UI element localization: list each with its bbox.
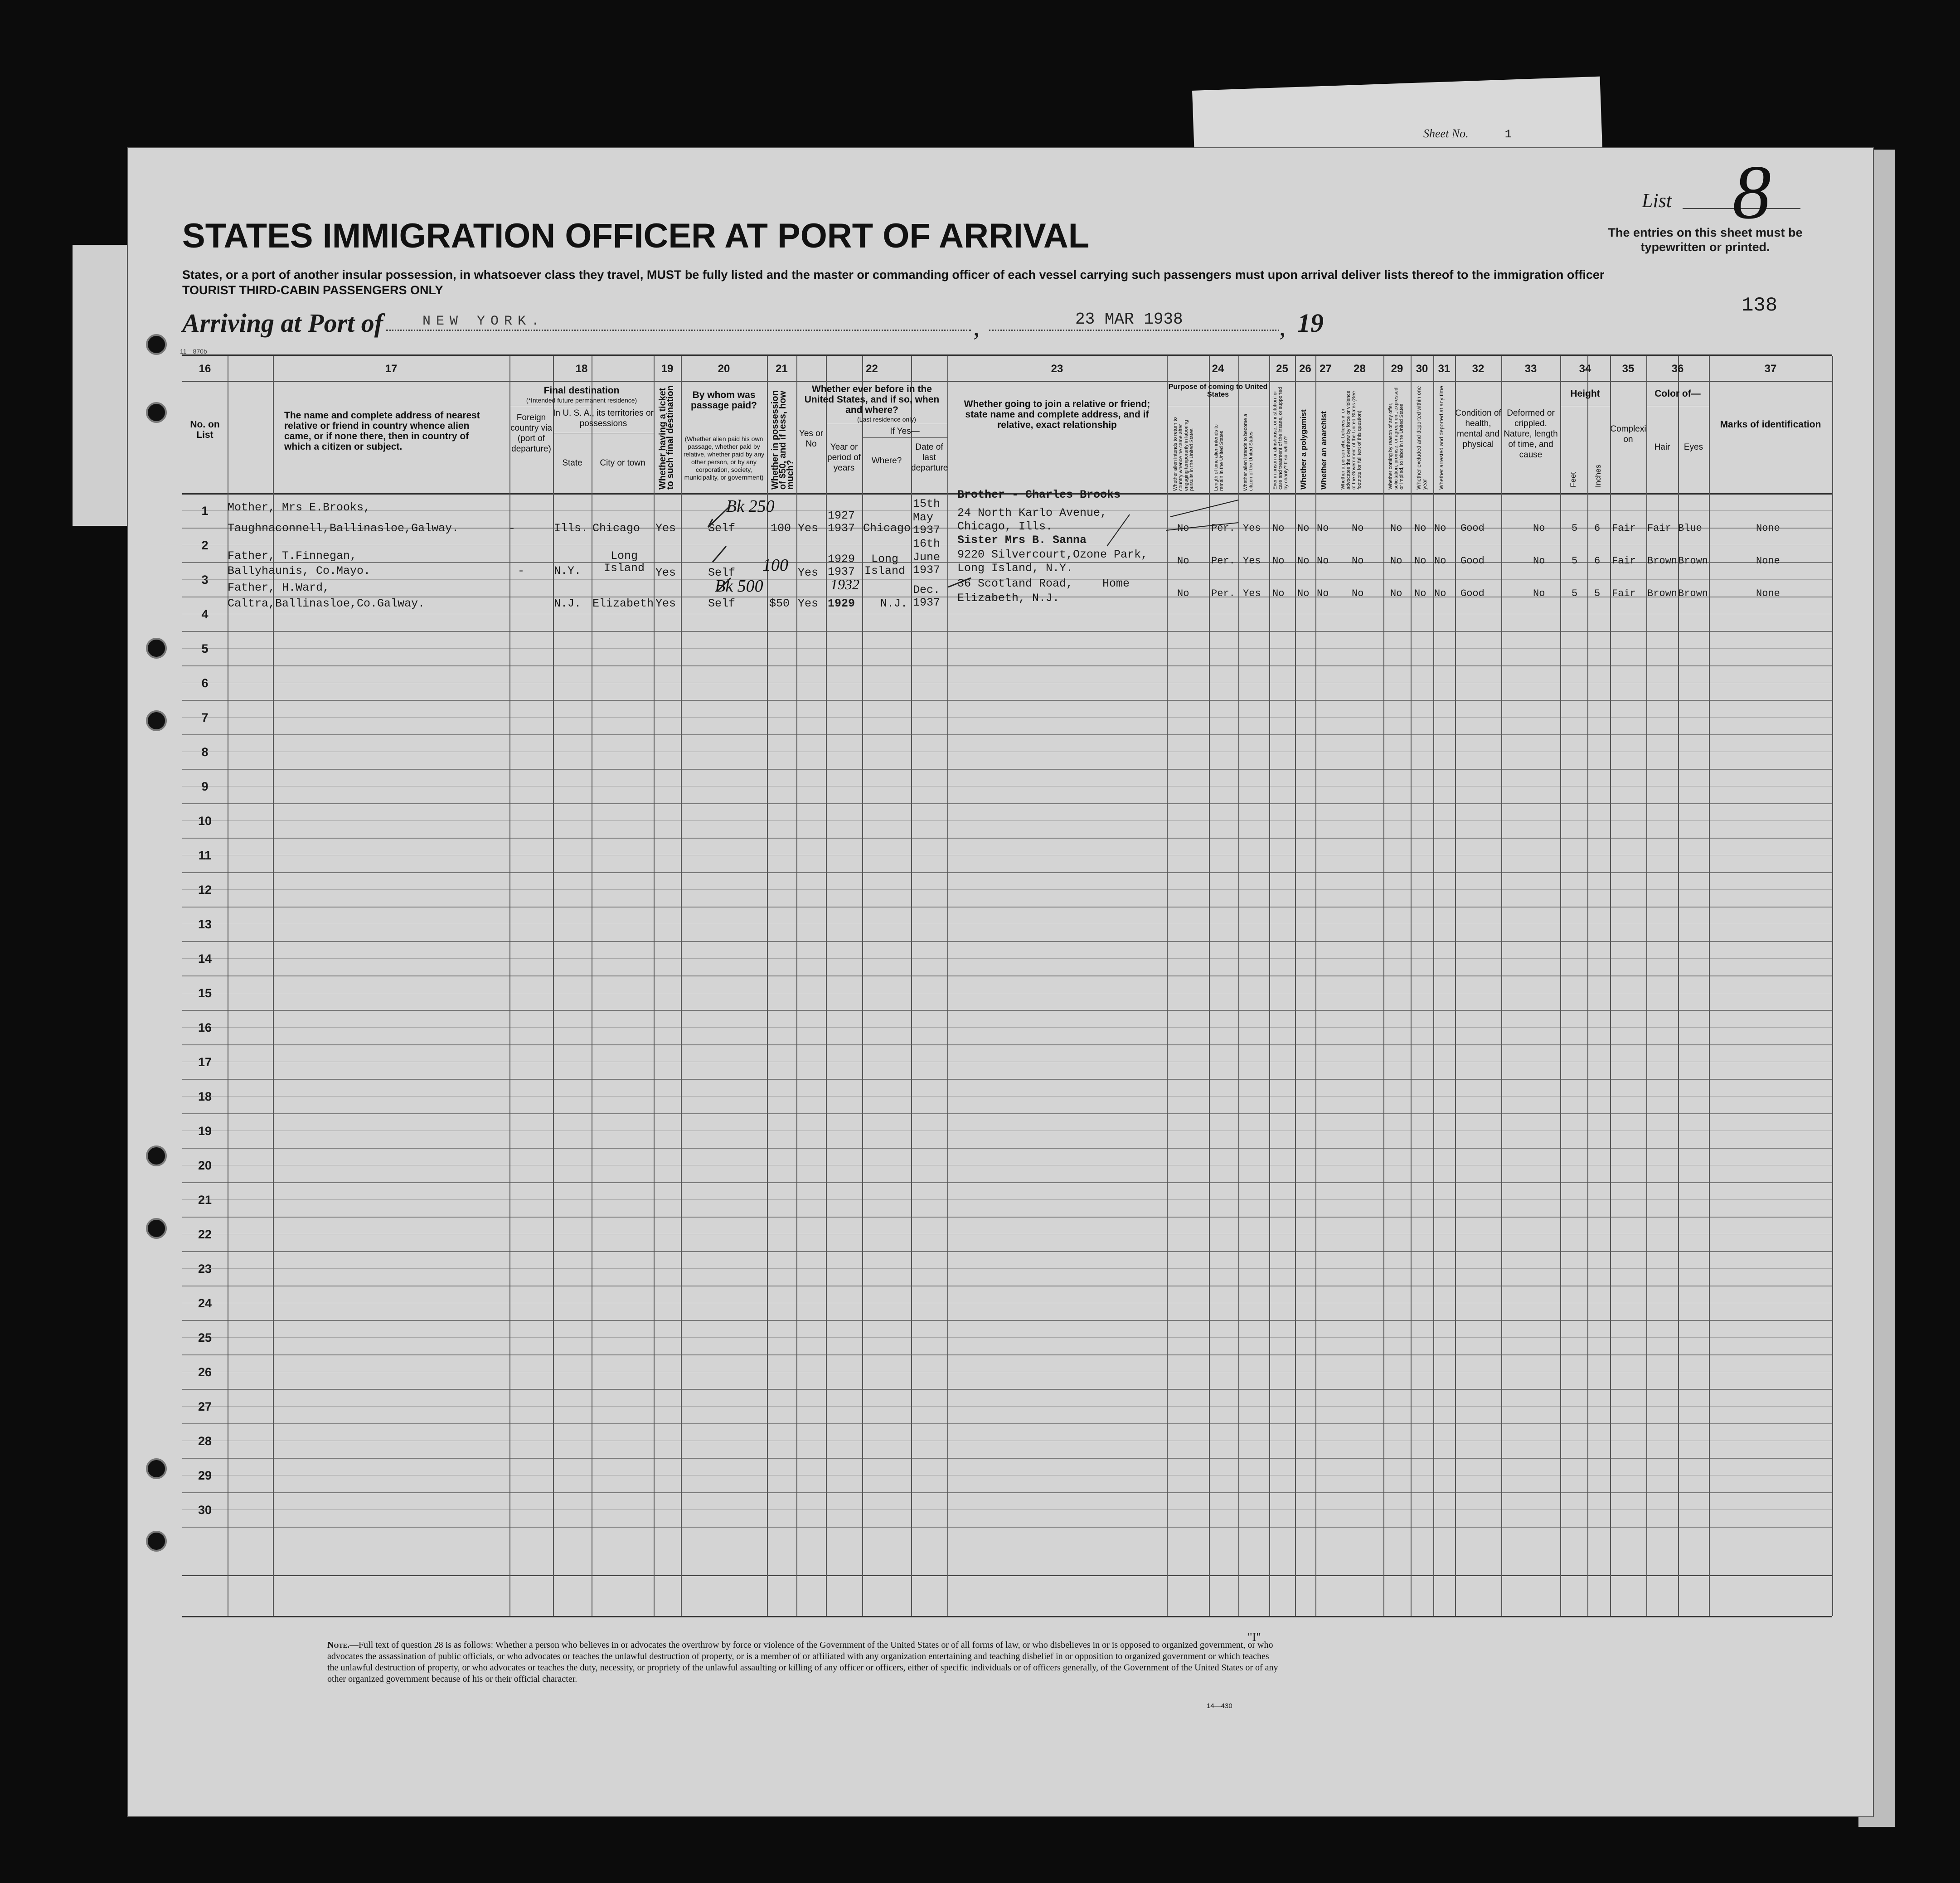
row3-q26: No: [1297, 588, 1310, 599]
row2-departure-year: 1937: [913, 563, 941, 577]
row2-q29: No: [1390, 555, 1402, 567]
row1-hair: Fair: [1647, 523, 1671, 534]
row3-joining-city: Elizabeth, N.J.: [957, 592, 1060, 605]
row3-purpose-c: Yes: [1243, 588, 1261, 599]
header-q28: Whether a person who believes in or advocates the overthrow by force or violence of the Government of the United States (See footnote for full text of this question): [1340, 390, 1362, 490]
row1-city: Chicago: [592, 522, 640, 535]
col-num: 34: [1579, 363, 1591, 375]
col-num: 18: [575, 363, 588, 375]
header-if-yes: If Yes—: [890, 427, 920, 436]
row1-dash: -: [509, 522, 516, 535]
back-sheet-left-edge: [73, 245, 136, 526]
row3-where: N.J.: [880, 597, 908, 610]
row-rule: [182, 1148, 1832, 1149]
row1-purpose-a: No: [1177, 523, 1189, 534]
row2-deformed: No: [1533, 555, 1545, 567]
header-polygamist: Whether a polygamist: [1299, 409, 1308, 490]
header-ticket: Whether having a ticket to such final destination: [658, 385, 675, 490]
row-number: 17: [198, 1055, 212, 1069]
row-number: 13: [198, 917, 212, 931]
header-in-usa: In U. S. A., its territories or possessions: [553, 408, 654, 428]
row-number: 6: [201, 676, 209, 690]
row-rule: [182, 1113, 1832, 1114]
row2-years2: 1937: [828, 565, 855, 578]
header-q31: Whether arrested and deported at any time: [1438, 386, 1445, 490]
row3-paid-note: Bk 500: [715, 577, 763, 596]
row2-feet: 5: [1572, 555, 1578, 567]
row3-ticket: Yes: [655, 597, 676, 610]
punch-hole: [146, 1145, 167, 1166]
row-number: 5: [201, 642, 209, 655]
row3-health: Good: [1460, 588, 1485, 599]
header-height: Height: [1570, 388, 1600, 399]
row1-joining-city: Chicago, Ills.: [957, 520, 1053, 533]
row1-health: Good: [1460, 523, 1485, 534]
col-num: 35: [1622, 363, 1635, 375]
row-sub-rule: [182, 1096, 1832, 1097]
pen-marks: [182, 356, 1832, 673]
row-sub-rule: [182, 820, 1832, 821]
row3-hair: Brown: [1647, 588, 1678, 599]
row-rule: [182, 1217, 1832, 1218]
row-rule: [182, 1079, 1832, 1080]
punch-hole: [146, 1531, 167, 1552]
row1-departure-month: May: [913, 511, 934, 524]
row3-complexion: Fair: [1612, 588, 1636, 599]
row1-paid-note: Bk 250: [726, 497, 775, 516]
row-sub-rule: [182, 1337, 1832, 1338]
punch-hole: [146, 638, 167, 659]
row-sub-rule: [182, 958, 1832, 959]
row-number: 19: [198, 1124, 212, 1138]
row3-q31: No: [1434, 588, 1446, 599]
manifest-page: [127, 147, 1874, 1817]
row1-departure-day: 15th: [913, 497, 941, 510]
row2-q26: No: [1297, 555, 1310, 567]
header-year-period: Year or period of years: [827, 442, 861, 473]
row-number: 21: [198, 1193, 212, 1207]
row-rule: [182, 838, 1832, 839]
row1-relative-line1: Mother, Mrs E.Brooks,: [228, 501, 371, 514]
row2-q30: No: [1414, 555, 1426, 567]
col-num: 25: [1276, 363, 1288, 375]
header-final-destination-note: (*Intended future permanent residence): [526, 397, 637, 404]
row-number: 11: [198, 849, 212, 862]
class-line: TOURIST THIRD-CABIN PASSENGERS ONLY: [182, 283, 443, 297]
col-num: 21: [776, 363, 788, 375]
row1-joining-name: Brother - Charles Brooks: [957, 488, 1121, 501]
row2-slash: [1166, 523, 1238, 530]
row-number: 29: [198, 1469, 212, 1482]
row-number: 7: [201, 711, 209, 724]
header-anarchist: Whether an anarchist: [1320, 411, 1328, 490]
port-line: [386, 330, 971, 331]
date-stamp: 23 MAR 1938: [1075, 310, 1183, 329]
row2-purpose-b: Per.: [1211, 555, 1235, 567]
row3-before: Yes: [798, 597, 819, 610]
row1-complexion: Fair: [1612, 523, 1636, 534]
row-rule: [182, 872, 1832, 873]
header-q29: Whether coming by reason of any offer, solicitation, promise, or agreement, expressed or implied, to labor in the United States: [1388, 388, 1404, 490]
row2-marks: None: [1756, 555, 1780, 567]
list-number: 8: [1732, 150, 1771, 235]
col-num: 16: [199, 363, 211, 375]
col-num: 19: [661, 363, 674, 375]
header-final-destination: Final destination: [543, 385, 620, 396]
form-code: 11—870b: [180, 348, 207, 355]
col-num: 36: [1671, 363, 1684, 375]
row3-joining-home: Home: [1102, 577, 1130, 590]
row2-relative-line2: Ballyhaunis, Co.Mayo.: [228, 564, 371, 578]
row3-departure-month: Dec.: [913, 583, 941, 597]
row3-q28: No: [1352, 588, 1364, 599]
row-number: 18: [198, 1090, 212, 1103]
row-number: 22: [198, 1228, 212, 1241]
col-num: 28: [1354, 363, 1366, 375]
col-num: 26: [1299, 363, 1311, 375]
row-rule: [182, 1423, 1832, 1424]
header-joining: Whether going to join a relative or friend; state name and complete address, and if relative, exact relationship: [964, 399, 1150, 430]
row-number: 24: [198, 1296, 212, 1310]
row3-eyes: Brown: [1678, 588, 1708, 599]
header-deformed: Deformed or crippled. Nature, length of time, and cause: [1504, 408, 1558, 460]
row-rule: [182, 1527, 1832, 1528]
row-rule: [182, 700, 1832, 701]
row3-state: N.J.: [554, 597, 582, 610]
row-sub-rule: [182, 1199, 1832, 1200]
header-hair: Hair: [1654, 442, 1670, 452]
page-number: 138: [1742, 294, 1778, 317]
list-label: List: [1642, 189, 1672, 212]
row-rule: [182, 803, 1832, 804]
row2-check-mark: [713, 546, 726, 562]
row-number: 30: [198, 1503, 212, 1517]
row-number: 2: [201, 539, 209, 552]
header-possession: Whether in possession of $50, and if less, how much?: [770, 390, 796, 490]
row1-marks: None: [1756, 523, 1780, 534]
entries-note: The entries on this sheet must be typewritten or printed.: [1608, 226, 1803, 254]
header-ever-before: Whether ever before in the United States, and if so, when and where?: [804, 384, 940, 415]
row-rule: [182, 734, 1832, 735]
col-num: 37: [1764, 363, 1777, 375]
row3-money: $50: [769, 597, 790, 610]
header-city: City or town: [600, 458, 645, 468]
row2-inches: 6: [1594, 555, 1601, 567]
manifest-table: [182, 354, 1832, 1617]
row3-deformed: No: [1533, 588, 1545, 599]
header-last-residence: (Last residence only): [857, 416, 916, 423]
header-yes-no: Yes or No: [799, 429, 824, 449]
row2-q25: No: [1272, 555, 1285, 567]
row2-city1: Long: [611, 549, 638, 563]
row2-years1: 1929: [828, 553, 855, 566]
row-sub-rule: [182, 1027, 1832, 1028]
row2-purpose-c: Yes: [1243, 555, 1261, 567]
row-number: 8: [201, 745, 209, 759]
header-purpose-c: Whether alien intends to become a citizen of the United States: [1243, 414, 1254, 491]
row1-inches: 6: [1594, 523, 1601, 534]
header-relative: The name and complete address of nearest relative or friend in country whence alien came, or if none there, then in country of which a citizen or subject.: [284, 410, 480, 452]
row3-relative-line1: Father, H.Ward,: [228, 581, 330, 594]
col-num: 17: [385, 363, 398, 375]
punch-hole: [146, 402, 167, 423]
punch-hole: [146, 334, 167, 355]
date-line: [989, 330, 1279, 331]
form-number: 14—430: [1207, 1702, 1232, 1710]
row2-joining-name: Sister Mrs B. Sanna: [957, 534, 1087, 547]
row1-feet: 5: [1572, 523, 1578, 534]
header-paid-by: By whom was passage paid?: [691, 390, 757, 411]
row3-marks: None: [1756, 588, 1780, 599]
row-number: 16: [198, 1021, 212, 1034]
instructions: [182, 267, 1687, 298]
row1-paid: Self: [708, 522, 736, 535]
row1-money: 100: [771, 522, 791, 535]
table-bottom-rule: [182, 1575, 1832, 1576]
header-color-of: Color of—: [1654, 388, 1701, 399]
row2-departure-month: June: [913, 551, 941, 564]
header-no-on-list: No. on List: [190, 419, 220, 440]
row2-purpose-a: No: [1177, 555, 1189, 567]
row3-q27: No: [1317, 588, 1329, 599]
row-number: 20: [198, 1159, 212, 1172]
header-marks: Marks of identification: [1720, 419, 1821, 430]
row2-joining-city: Long Island, N.Y.: [957, 562, 1073, 575]
row1-relative-line2: Taughnaconnell,Ballinasloe,Galway.: [228, 522, 459, 535]
row-rule: [182, 1354, 1832, 1355]
row-rule: [182, 1251, 1832, 1252]
row3-pen-stroke: [948, 578, 971, 587]
row2-relative-line1: Father, T.Finnegan,: [228, 549, 357, 563]
row-number: 26: [198, 1365, 212, 1379]
col-num: 27: [1320, 363, 1332, 375]
footnote-text: —Full text of question 28 is as follows: Whether a person who believes in or advocates the overthrow by force or violence of the Government of the United States or of all forms of law, or who disbelieves in or is opposed to organized government, or who advocates the assassination of public officials, or who advocates or teaches the unlawful destruction of property, or is a member of or affiliated with any organization entertaining and teaching disbelief in or opposition to organized government or which teaches the unlawful destruction of property, or who advocates or teaches the duty, necessity, or propriety of the unlawful assaulting or killing of any officer or officers, either of specific individuals or of officers generally, of the Government of the United States or of any other organized government because of his or their official character.: [327, 1640, 1278, 1684]
row1-q26: No: [1297, 523, 1310, 534]
row-rule: [182, 769, 1832, 770]
row-sub-rule: [182, 889, 1832, 890]
row-number: 4: [201, 607, 209, 621]
row-sub-rule: [182, 1509, 1832, 1510]
row2-city2: Island: [604, 562, 645, 575]
page-title: STATES IMMIGRATION OFFICER AT PORT OF ARRIVAL: [182, 217, 1090, 255]
footer-mark: "I": [1247, 1631, 1261, 1644]
col-num: 24: [1212, 363, 1224, 375]
row-rule: [182, 941, 1832, 942]
col-num: 22: [866, 363, 878, 375]
header-purpose: Purpose of coming to United States: [1168, 383, 1268, 398]
row2-dash: -: [518, 564, 525, 578]
row-number: 15: [198, 986, 212, 1000]
row1-check-mark: [708, 505, 731, 527]
header-feet: Feet: [1569, 471, 1577, 487]
row2-hair: Brown: [1647, 555, 1678, 567]
header-purpose-a: Whether alien intends to return to country whence he came after engaging temporarily in laboring pursuits in the United States: [1173, 417, 1194, 491]
comma: ,: [973, 312, 980, 341]
row-number: 28: [198, 1434, 212, 1448]
col-num: 30: [1416, 363, 1428, 375]
row1-years1: 1927: [828, 509, 855, 522]
header-state: State: [562, 458, 582, 468]
row-number: 3: [201, 573, 209, 587]
row-rule: [182, 1010, 1832, 1011]
arriving-label: Arriving at Port of: [182, 308, 383, 338]
row2-where2: Island: [864, 564, 906, 578]
col-num: 32: [1472, 363, 1485, 375]
row-rule: [182, 1320, 1832, 1321]
row2-money: 100: [762, 556, 788, 575]
header-paid-by-note: (Whether alien paid his own passage, whether paid by relative, whether paid by any other person, or by any corporation, society, municipality, or government): [683, 435, 765, 481]
row1-q30: No: [1414, 523, 1426, 534]
port-value: NEW YORK.: [422, 314, 545, 329]
header-prison: Ever in prison or almshouse, or institution for care and treatment of the insane, or supported by charity? If so, which?: [1272, 387, 1289, 490]
row3-q29: No: [1390, 588, 1402, 599]
col-num: 33: [1524, 363, 1537, 375]
row2-q27: No: [1317, 555, 1329, 567]
punch-hole: [146, 1458, 167, 1479]
row-rule: [182, 1492, 1832, 1493]
row2-health: Good: [1460, 555, 1485, 567]
header-complexion: Complexion: [1610, 424, 1646, 444]
year-prefix: 19: [1297, 308, 1324, 338]
row3-paid: Self: [708, 597, 736, 610]
header-health: Condition of health, mental and physical: [1455, 408, 1501, 449]
row3-city: Elizabeth: [592, 597, 654, 610]
row-number: 25: [198, 1331, 212, 1344]
row1-q25: No: [1272, 523, 1285, 534]
row3-joining-address: 36 Scotland Road,: [957, 577, 1073, 590]
instructions-text: States, or a port of another insular possession, in whatsoever class they travel, MUST be fully listed and the master or commanding officer of each vessel carrying such passengers must upon arrival deliver lists thereof to the immigration officer: [182, 268, 1605, 281]
row1-ticket: Yes: [655, 522, 676, 535]
header-date-departure: Date of last departure: [911, 442, 948, 473]
row-rule: [182, 1389, 1832, 1390]
row1-purpose-c: Yes: [1243, 523, 1261, 534]
row-rule: [182, 1458, 1832, 1459]
row2-departure-day: 16th: [913, 537, 941, 550]
row1-departure-year: 1937: [913, 524, 941, 537]
row1-q28: No: [1352, 523, 1364, 534]
row1-q27: No: [1317, 523, 1329, 534]
punch-hole: [146, 1218, 167, 1239]
row3-purpose-b: Per.: [1211, 588, 1235, 599]
row-rule: [182, 907, 1832, 908]
footnote: [327, 1640, 1279, 1685]
col-num: 20: [718, 363, 730, 375]
header-foreign-country: Foreign country via (port of departure): [510, 413, 552, 454]
col-num: 23: [1051, 363, 1063, 375]
row1-where: Chicago: [863, 522, 911, 535]
sheet-number: Sheet No. 1: [1423, 127, 1512, 141]
row3-years1: 1932: [830, 576, 859, 592]
row2-state: N.Y.: [554, 564, 582, 578]
row1-deformed: No: [1533, 523, 1545, 534]
header-inches: Inches: [1594, 464, 1602, 487]
row1-purpose-b: Per.: [1211, 523, 1235, 534]
row-sub-rule: [182, 717, 1832, 718]
row1-q29: No: [1390, 523, 1402, 534]
row3-relative-line2: Caltra,Ballinasloe,Co.Galway.: [228, 597, 425, 610]
row2-q31: No: [1434, 555, 1446, 567]
row2-ticket: Yes: [655, 566, 676, 579]
row-rule: [182, 1182, 1832, 1183]
comma: ,: [1279, 312, 1286, 341]
row1-years2: 1937: [828, 522, 855, 535]
row3-inches: 5: [1594, 588, 1601, 599]
row-sub-rule: [182, 1268, 1832, 1269]
row3-years2: 1929: [828, 597, 855, 610]
col-num: 31: [1438, 363, 1451, 375]
row1-slash: [1107, 500, 1238, 546]
row2-before: Yes: [798, 566, 819, 579]
row1-before: Yes: [798, 522, 819, 535]
row3-departure-year: 1937: [913, 596, 941, 609]
col-line: [1832, 356, 1833, 1616]
row-number: 9: [201, 780, 209, 793]
row2-eyes: Brown: [1678, 555, 1708, 567]
row1-state: Ills.: [554, 522, 588, 535]
footnote-lead: Note.: [327, 1640, 350, 1650]
row-number: 10: [198, 814, 212, 828]
row-number: 12: [198, 883, 212, 897]
header-q30: Whether excluded and deported within one year: [1416, 386, 1428, 490]
row-number: 27: [198, 1400, 212, 1413]
row2-where1: Long: [871, 553, 899, 566]
row1-q31: No: [1434, 523, 1446, 534]
row-rule: [182, 1044, 1832, 1045]
row1-eyes: Blue: [1678, 523, 1702, 534]
punch-hole: [146, 710, 167, 731]
header-purpose-b: Length of time alien intends to remain in the United States: [1213, 424, 1224, 491]
row2-paid: Self: [708, 566, 736, 579]
row1-joining-address: 24 North Karlo Avenue,: [957, 506, 1107, 519]
row-number: 23: [198, 1262, 212, 1276]
row-rule: [182, 975, 1832, 976]
col-num: 29: [1391, 363, 1403, 375]
header-where: Where?: [871, 456, 902, 466]
header-eyes: Eyes: [1683, 442, 1703, 452]
row-sub-rule: [182, 1406, 1832, 1407]
row3-purpose-a: No: [1177, 588, 1189, 599]
row-number: 1: [201, 504, 209, 518]
row3-q25: No: [1272, 588, 1285, 599]
row2-joining-address: 9220 Silvercourt,Ozone Park,: [957, 548, 1148, 561]
row3-feet: 5: [1572, 588, 1578, 599]
row2-q28: No: [1352, 555, 1364, 567]
row2-complexion: Fair: [1612, 555, 1636, 567]
row3-check-mark: [717, 578, 731, 592]
row-number: 14: [198, 952, 212, 966]
row3-q30: No: [1414, 588, 1426, 599]
